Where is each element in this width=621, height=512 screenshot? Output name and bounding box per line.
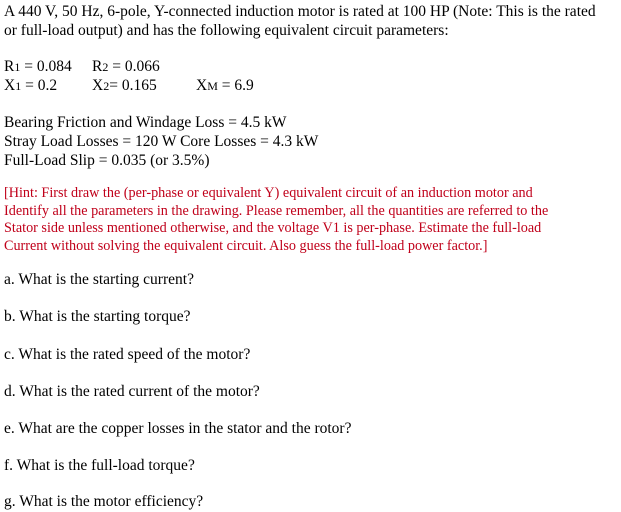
- friction-windage-loss: Bearing Friction and Windage Loss = 4.5 kW: [4, 114, 287, 131]
- question-b: b. What is the starting torque?: [4, 308, 191, 325]
- param-xm-subscript: M: [207, 79, 218, 93]
- hint-line-1: [Hint: First draw the (per-phase or equivalent Y) equivalent circuit of an induction motor and: [4, 185, 533, 201]
- param-r1: [4, 57, 72, 77]
- param-r1-value: = 0.084: [20, 58, 72, 75]
- param-x1: [4, 76, 57, 96]
- param-x2-symbol: X: [92, 77, 104, 94]
- param-x1-subscript: 1: [15, 79, 22, 93]
- param-r2-value: = 0.066: [108, 58, 160, 75]
- hint-line-2: Identify all the parameters in the drawing. Please remember, all the quantities are referred to the: [4, 202, 549, 219]
- param-x1-symbol: X: [4, 77, 16, 94]
- question-f: f. What is the full-load torque?: [4, 457, 195, 474]
- param-x2: [92, 76, 157, 96]
- question-d: d. What is the rated current of the motor?: [4, 383, 260, 400]
- hint-block: [4, 185, 594, 255]
- hint-line-4: Current without solving the equivalent circuit. Also guess the full-load power factor.]: [4, 237, 488, 254]
- param-x1-value: = 0.2: [21, 77, 58, 94]
- param-x2-subscript: 2: [103, 79, 110, 93]
- param-r1-subscript: 1: [14, 60, 21, 74]
- question-c: c. What is the rated speed of the motor?: [4, 346, 251, 363]
- param-r1-symbol: R: [4, 58, 15, 75]
- question-e: e. What are the copper losses in the stator and the rotor?: [4, 420, 352, 437]
- param-r2-subscript: 2: [102, 60, 109, 74]
- question-a: a. What is the starting current?: [4, 271, 194, 288]
- param-xm-symbol: X: [196, 77, 208, 94]
- param-r2: [92, 57, 160, 77]
- full-load-slip: Full-Load Slip = 0.035 (or 3.5%): [4, 152, 210, 169]
- problem-statement-line-1: A 440 V, 50 Hz, 6-pole, Y-connected induction motor is rated at 100 HP (Note: This is the rated: [4, 3, 596, 20]
- question-g: g. What is the motor efficiency?: [4, 493, 204, 510]
- problem-statement-line-2: or full-load output) and has the following equivalent circuit parameters:: [4, 22, 449, 39]
- param-x2-value: = 0.165: [109, 77, 157, 94]
- stray-core-losses: Stray Load Losses = 120 W Core Losses = 4.3 kW: [4, 133, 319, 150]
- param-r2-symbol: R: [92, 58, 103, 75]
- param-xm-value: = 6.9: [217, 77, 254, 94]
- hint-line-3: Stator side unless mentioned otherwise, and the voltage V1 is per-phase. Estimate the full-load: [4, 220, 542, 236]
- param-xm: [196, 76, 254, 96]
